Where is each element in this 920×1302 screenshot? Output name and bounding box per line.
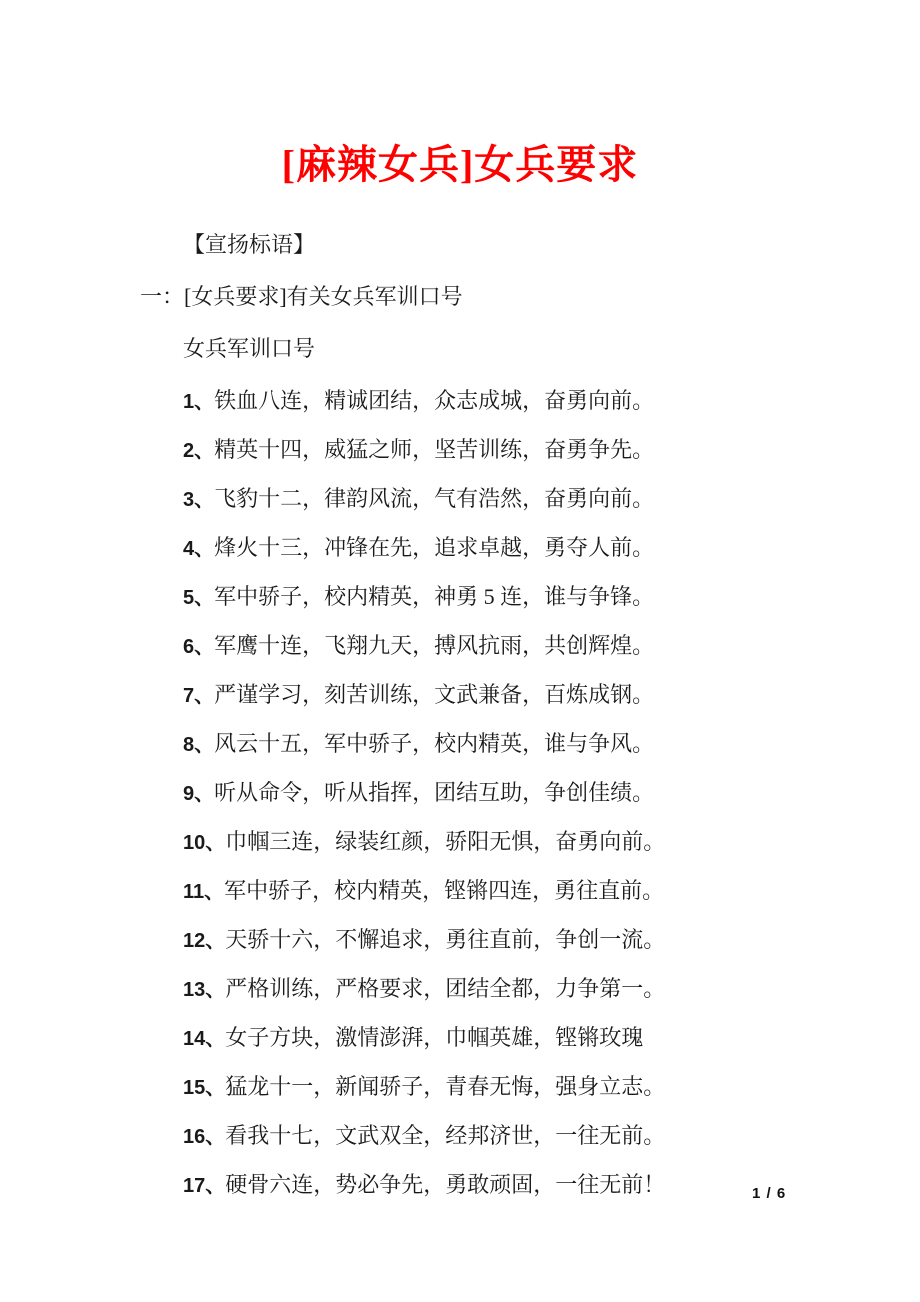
slogan-item-text: 严谨学习，刻苦训练，文武兼备，百炼成钢。 <box>214 682 655 707</box>
slogan-item-text: 看我十七，文武双全，经邦济世，一往无前。 <box>225 1123 666 1148</box>
slogan-item <box>183 1025 920 1052</box>
document-body <box>0 232 920 1199</box>
slogan-item-text: 军中骄子，校内精英，神勇 5 连，谁与争锋。 <box>214 584 655 609</box>
slogan-item <box>183 388 920 415</box>
slogan-item <box>183 731 920 758</box>
slogan-item-text: 风云十五，军中骄子，校内精英，谁与争风。 <box>214 731 655 756</box>
slogan-item-number: 5、 <box>183 587 215 609</box>
slogan-item-number: 13、 <box>183 979 226 1001</box>
slogan-item-text: 烽火十三，冲锋在先，追求卓越，勇夺人前。 <box>214 535 655 560</box>
list-intro-text: [女兵要求]有关女兵军训口号 <box>184 284 463 309</box>
slogan-item-number: 9、 <box>183 783 215 805</box>
slogan-item-number: 11、 <box>183 881 225 903</box>
slogan-item-text: 军中骄子，校内精英，铿锵四连，勇往直前。 <box>224 878 665 903</box>
slogan-item-number: 2、 <box>183 440 215 462</box>
list-intro <box>140 284 920 310</box>
slogan-item <box>183 927 920 954</box>
slogan-item-text: 军鹰十连，飞翔九天，搏风抗雨，共创辉煌。 <box>214 633 655 658</box>
slogan-item-text: 女子方块，激情澎湃，巾帼英雄，铿锵玫瑰 <box>225 1025 644 1050</box>
slogan-item-text: 天骄十六，不懈追求，勇往直前，争创一流。 <box>225 927 666 952</box>
slogan-list <box>140 388 920 1199</box>
slogan-item-number: 8、 <box>183 734 215 756</box>
slogan-item-text: 听从命令，听从指挥，团结互助，争创佳绩。 <box>214 780 655 805</box>
slogan-item-number: 7、 <box>183 685 215 707</box>
document-title: [麻辣女兵]女兵要求 <box>281 142 639 187</box>
slogan-item-number: 17、 <box>183 1175 226 1197</box>
slogan-item-number: 1、 <box>183 391 215 413</box>
slogan-item <box>183 584 920 611</box>
slogan-item <box>183 829 920 856</box>
slogan-item-number: 6、 <box>183 636 215 658</box>
slogan-item <box>183 1074 920 1101</box>
slogan-item-text: 飞豹十二，律韵风流，气有浩然，奋勇向前。 <box>214 486 655 511</box>
slogan-item-text: 严格训练，严格要求，团结全都，力争第一。 <box>225 976 666 1001</box>
slogan-item-number: 12、 <box>183 930 226 952</box>
page-number: 1 / 6 <box>752 1185 787 1202</box>
slogan-item-text: 精英十四，威猛之师，坚苦训练，奋勇争先。 <box>214 437 655 462</box>
slogan-item <box>183 1123 920 1150</box>
slogan-item <box>183 437 920 464</box>
slogan-item-number: 15、 <box>183 1077 226 1099</box>
slogan-item-text: 铁血八连，精诚团结，众志成城，奋勇向前。 <box>214 388 655 413</box>
slogan-item <box>183 486 920 513</box>
sub-heading: 女兵军训口号 <box>183 336 316 361</box>
slogan-item <box>183 535 920 562</box>
slogan-item-number: 3、 <box>183 489 215 511</box>
slogan-item <box>183 1172 920 1199</box>
slogan-item-text: 巾帼三连，绿装红颜，骄阳无惧，奋勇向前。 <box>225 829 666 854</box>
slogan-item-number: 10、 <box>183 832 226 854</box>
slogan-item-number: 16、 <box>183 1126 226 1148</box>
slogan-item-text: 猛龙十一，新闻骄子，青春无悔，强身立志。 <box>225 1074 666 1099</box>
slogan-item <box>183 633 920 660</box>
slogan-item <box>183 780 920 807</box>
slogan-item-number: 4、 <box>183 538 215 560</box>
slogan-item <box>183 682 920 709</box>
slogan-item-number: 14、 <box>183 1028 226 1050</box>
section-heading: 【宣扬标语】 <box>183 232 316 257</box>
list-intro-prefix: 一： <box>140 284 185 309</box>
slogan-item-text: 硬骨六连，势必争先，勇敢顽固，一往无前！ <box>225 1172 666 1197</box>
slogan-item <box>183 976 920 1003</box>
slogan-item <box>183 878 920 905</box>
